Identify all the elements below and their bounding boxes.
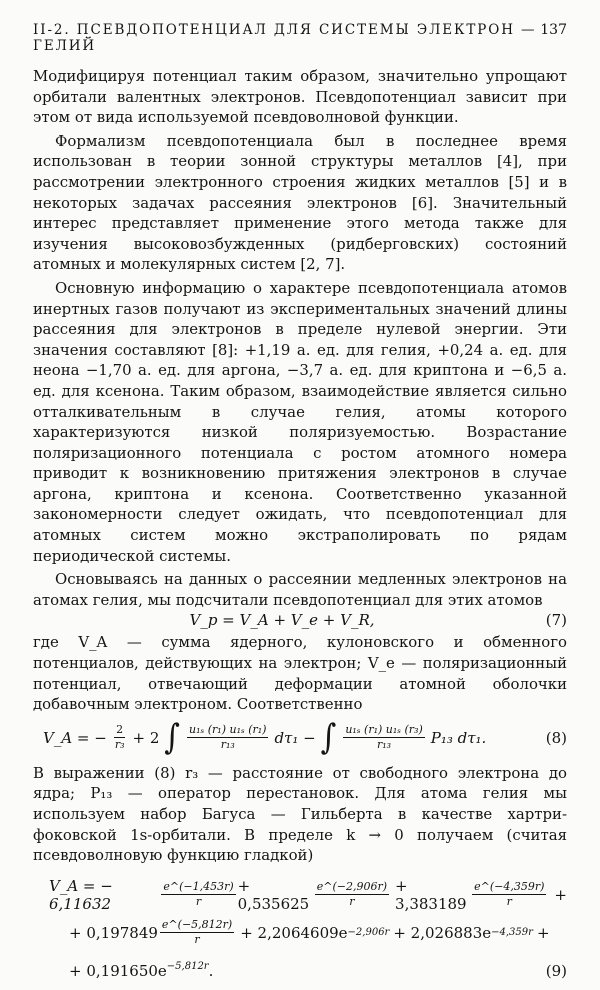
paragraph-5: где V_A — сумма ядерного, кулоновского и обменного потенциалов, действующих на электрон; V_e — поляризационный потенциал, отвечающий деформации атомной оболочки добавочным электроном. Соответственно xyxy=(33,633,567,714)
paragraph-2: Формализм псевдопотенциала был в последнее время использован в теории зонной структуры металлов [4], при рассмотрении электронного строения жидких металлов [5] и в некоторых задачах рассеяния электронов [6]. Значительный интерес представляет применение этого метода также для изучения высоковозбужденных (ридберговских) состояний атомных и молекулярных систем [2, 7]. xyxy=(33,131,567,274)
equation-9-label: (9) xyxy=(545,961,567,980)
eq9-frac-3: $\frac{e\^{}(-4,359r)}{r}$ xyxy=(474,880,545,909)
eq8-tail: P₁₃ dτ₁. xyxy=(430,728,487,747)
page-number: 137 xyxy=(540,22,567,38)
eq9-frac-1: $\frac{e\^{}(-1,453r)}{r}$ xyxy=(163,880,234,909)
paragraph-6: В выражении (8) r₃ — расстояние от свободного электрона до ядра; P₁₃ — оператор перестановок. Для атома гелия мы используем набор Багуса — Гильберта в качестве хартри-фоковской 1s-орбитали. В пределе k → 0 получаем (считая псевдоволновую функцию гладкой) xyxy=(33,763,567,865)
eq8-frac-3: $\frac{\text{u₁ₛ (r₁) u₁ₛ (r₃)}}{\text{r₁₃}}$ xyxy=(345,723,423,752)
eq9-row-2: + 0,197849 $\frac{e\^{}(-5,812r)}{r}$ + 2,2064609e −2,906r + 2,026883e −4,359r + xyxy=(69,918,550,947)
eq9-frac-4: $\frac{e\^{}(-5,812r)}{r}$ xyxy=(161,918,233,947)
eq8-frac-1: $\frac{2}{\text{r₃}}$ xyxy=(114,723,125,752)
equation-9 xyxy=(33,876,567,990)
header-title: II-2. ПСЕВДОПОТЕНЦИАЛ ДЛЯ СИСТЕМЫ ЭЛЕКТРОН — ГЕЛИЙ xyxy=(33,22,537,54)
equation-7-body: V_p = V_A + V_e + V_R, xyxy=(189,611,375,630)
equation-8-body xyxy=(33,717,531,758)
eq8-dtau: dτ₁ − xyxy=(274,728,316,747)
equation-7 xyxy=(33,611,567,629)
eq9-frac-2: $\frac{e\^{}(-2,906r)}{r}$ xyxy=(316,880,388,909)
eq9-row-3 xyxy=(33,952,567,990)
integral-sign: ∫ xyxy=(164,717,181,758)
running-header xyxy=(33,22,567,54)
eq8-frac-2: $\frac{\text{u₁ₛ (r₁) u₁ₛ (r₁)}}{\text{r₁₃}}$ xyxy=(189,723,267,752)
paragraph-4: Основываясь на данных о рассеянии медленных электронов на атомах гелия, мы подсчитали псевдопотенциал для этих атомов xyxy=(33,570,567,609)
eq8-plus-two: + 2 xyxy=(132,728,160,747)
integral-sign: ∫ xyxy=(320,717,337,758)
paragraph-1: Модифицируя потенциал таким образом, значительно упрощают орбитали валентных электронов. Псевдопотенциал зависит при этом от вида используемой псевдоволновой функции. xyxy=(33,67,567,127)
equation-7-label: (7) xyxy=(545,611,567,630)
eq9-row-1: V_A = − 6,11632 $\frac{e\^{}(-1,453r)}{r}$ + 0,535625 $\frac{e\^{}(-2,906r)}{r}$ + 3,383189 $\frac{e\^{}(-4,359r)}{r}$ + xyxy=(49,876,567,913)
equation-8-label: (8) xyxy=(545,728,567,747)
book-page xyxy=(33,22,567,990)
paragraph-3: Основную информацию о характере псевдопотенциала атомов инертных газов получают из экспериментальных значений длины рассеяния для электронов в пределе нулевой энергии. Эти значения составляют [8]: +1,19 а. ед. для гелия, +0,24 а. ед. для неона −1,70 а. ед. для аргона, −3,7 а. ед. для криптона и −6,5 а. ед. для ксенона. Таким образом, взаимодействие является сильно отталкивательным в случае гелия, атомы которого характеризуются низкой поляризуемостью. Возрастание поляризационного потенциала с ростом атомного номера приводит к возникновению притяжения электронов в случае аргона, криптона и ксенона. Соответственно указанной закономерности следует ожидать, что псевдопотенциал для атомных систем можно экстраполировать по рядам периодической системы. xyxy=(33,278,567,565)
eq9-row-3-body: + $0,191650e^{-5,812r}$. xyxy=(69,961,214,981)
eq8-lhs: V_A = − xyxy=(43,728,107,747)
equation-8 xyxy=(33,717,567,758)
